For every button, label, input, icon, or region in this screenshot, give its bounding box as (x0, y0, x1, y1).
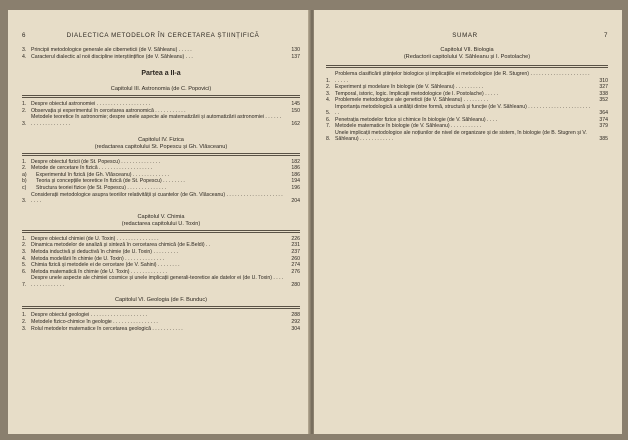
entry-text: Despre unele aspecte ale chimiei cosmice și unele implicații generali-teoretice ale datelor ei (de U. Toxin) . . . . . . . . . . . . . . . . (31, 275, 284, 288)
entry-number: 7. (326, 123, 331, 129)
entry-number: 7. (22, 281, 27, 288)
entry-text: Metodele teoretice în astronomie; despre unele aspecte ale matematizării și automatizării astronomiei . . . . . . . . . . . . . . . . . . . . (31, 114, 282, 127)
entry-number: 1. (22, 312, 27, 319)
toc-entry (22, 192, 300, 205)
entry-page: 196 (291, 184, 300, 191)
entry-text: Observația și experimentul în cercetarea astronomică . . . . . . . . . . . (31, 107, 186, 114)
entry-number: 2. (22, 107, 27, 114)
entry-number: 2. (22, 242, 27, 249)
toc-entry (22, 269, 300, 276)
entry-page: 150 (291, 107, 300, 114)
toc-entry (22, 236, 300, 243)
entry-number: 5. (22, 262, 27, 269)
toc-entry (22, 159, 300, 166)
toc-entry (22, 262, 300, 269)
entry-page: 374 (599, 116, 608, 123)
entry-text: Metodele fizico-chimice în geologie . . . . . . . . . . . . . . . . (31, 319, 158, 326)
toc-entry (326, 104, 608, 117)
toc-entry (22, 54, 300, 61)
entry-number: b) (22, 178, 27, 185)
toc-entry (22, 165, 300, 172)
entry-text: Metodele matematice în biologie (de V. Săhleanu) . . . . . . . . . . . (335, 123, 482, 129)
entry-number: 6. (326, 116, 331, 123)
entry-page: 276 (291, 268, 300, 275)
entry-text: Despre obiectul geologiei . . . . . . . . . . . . . . . . . . . . (31, 312, 147, 319)
entry-number: 8. (326, 136, 331, 142)
entry-page: 231 (291, 242, 300, 249)
entry-page: 352 (599, 97, 608, 103)
left-page-number: 6 (22, 32, 27, 39)
toc-entry (22, 185, 300, 192)
entry-text: Structura teoriei fizice (de St. Popescu) . . . . . . . . . . . . . . (36, 184, 167, 191)
right-page-number: 7 (603, 32, 608, 39)
entry-number: 1. (22, 101, 27, 108)
entry-text: Experimentul în fizică (de Gh. Vlăsceanu) . . . . . . . . . . . . . (36, 171, 169, 178)
entry-number: 5. (326, 110, 331, 116)
entry-number: 1. (22, 235, 27, 242)
toc-entry (22, 275, 300, 288)
chapter-editor: (redactarea capitolului U. Toxin) (121, 220, 201, 227)
entry-number: 3. (22, 47, 27, 53)
entry-text: Dinamica metodelor de analiză și sinteză în cercetarea chimică (de E.Beldi) . . (31, 242, 211, 249)
entry-page: 327 (599, 84, 608, 90)
entry-text: Despre obiectul astronomiei . . . . . . . . . . . . . . . . . . . (31, 101, 151, 108)
entry-number: 3. (22, 325, 27, 332)
left-chapters (22, 86, 300, 332)
entry-text: Principii metodologice generale ale ciberneticii (de V. Săhleanu) . . . . . (31, 47, 192, 53)
entry-page: 186 (291, 165, 300, 172)
chapter-title: Capitolul V. Chimia (137, 213, 185, 220)
entry-page: 364 (599, 110, 608, 116)
entry-page: 292 (291, 319, 300, 326)
part-title: Partea a II-a (141, 70, 181, 78)
entry-text: Metoda matematică în chimie (de U. Toxin) . . . . . . . . . . . . . (31, 268, 167, 275)
entry-page: 204 (291, 198, 300, 205)
left-running-title: DIALECTICA METODELOR ÎN CERCETAREA ȘTIINȚIFICĂ (66, 32, 260, 39)
toc-entry (22, 242, 300, 249)
entry-page: 260 (291, 255, 300, 262)
entry-number: c) (22, 184, 27, 191)
entry-page: 385 (599, 136, 608, 142)
entry-number: 2. (22, 319, 27, 326)
entry-page: 226 (291, 235, 300, 242)
entry-page: 310 (599, 77, 608, 84)
toc-entry (326, 71, 608, 84)
entry-number: 2. (326, 84, 331, 90)
chapter-title: Capitolul IV. Fizica (138, 136, 184, 143)
right-running-title: SUMAR (452, 32, 478, 39)
entry-text: Problema clasificării științelor biologice și implicațiile ei metodologice (de R. Stugren) . . . . . . . . . . . . . . . . . . . . . . . . . . (335, 71, 590, 84)
entry-page: 237 (291, 248, 300, 255)
left-page (8, 10, 310, 434)
toc-entry (22, 256, 300, 263)
entry-page: 288 (291, 312, 300, 319)
entry-page: 338 (599, 90, 608, 97)
toc-entry (22, 101, 300, 108)
toc-entry (22, 178, 300, 185)
toc-entry (22, 47, 300, 54)
chapter-title: Capitolul VII. Biologia (440, 47, 494, 53)
entry-page: 280 (291, 281, 300, 288)
entry-text: Chimia fizică și metodele ei de cercetare (de V. Sahini) . . . . . . . . (31, 262, 180, 269)
chapter-title: Capitolul VI. Geologia (de F. Bunduc) (114, 297, 208, 304)
entry-page: 145 (291, 101, 300, 108)
section-rule (22, 95, 300, 98)
entry-page: 162 (291, 120, 300, 127)
entry-text: Penetrația metodelor fizice și chimice în biologie (de V. Săhleanu) . . . . (335, 116, 498, 123)
entry-text: Teoria și concepțiile teoretice în fizică (de St. Popescu) . . . . . . . . (36, 178, 185, 185)
entry-text: Despre obiectul chimiei (de U. Toxin) . . . . . . . . . . . . . . . (31, 235, 159, 242)
right-page-header (326, 32, 608, 39)
entry-page: 186 (291, 171, 300, 178)
entry-number: 4. (22, 53, 27, 60)
entry-page: 274 (291, 262, 300, 269)
entry-text: Experiment și modelare în biologie (de V. Săhleanu) . . . . . . . . . . (335, 84, 484, 90)
toc-entry (22, 172, 300, 179)
entry-number: 6. (22, 268, 27, 275)
section-rule (22, 153, 300, 156)
section-rule (326, 65, 608, 68)
right-page (314, 10, 622, 434)
entry-number: 4. (22, 255, 27, 262)
entry-text: Unele implicații metodologice ale noțiunilor de nivel de organizare și de sistem, în biologie (de B. Stugren și V. Săhleanu) . . . . . . . . . . . . (335, 129, 587, 142)
section-rule (22, 230, 300, 233)
toc-entry (22, 326, 300, 333)
left-page-header (22, 32, 300, 39)
toc-entry (22, 108, 300, 115)
entry-number: 2. (22, 165, 27, 172)
entry-text: Problemele metodologice ale geneticii (de V. Săhleanu) . . . . . . . . . (335, 97, 489, 103)
entry-text: Metoda inductivă și deductivă în chimie (de U. Toxin) . . . . . . . . . (31, 248, 178, 255)
entry-page: 304 (291, 325, 300, 332)
entry-page: 379 (599, 123, 608, 129)
chapter-title: Capitolul III. Astronomia (de C. Popovici) (110, 86, 212, 93)
section-rule (22, 306, 300, 309)
chapter-editor: (Redactorii capitolului V. Săhleanu și I. Postolache) (403, 54, 531, 60)
entry-number: a) (22, 171, 27, 178)
entry-text: Importanța metodologică a unității dintre formă, structură și funcție (de V. Săhleanu) . . . . . . . . . . . . . . . . . . . . . . . . (335, 103, 591, 116)
toc-entry (326, 130, 608, 143)
entry-number: 3. (22, 248, 27, 255)
entry-text: Metode de cercetare în fizică . . . . . . . . . . . . . . . . . . . (31, 165, 153, 172)
entry-page: 182 (291, 158, 300, 165)
entry-text: Temporal, istoric, logic. Implicații metodologice (de I. Postolache) . . . . . (335, 90, 499, 97)
toc-entry (22, 319, 300, 326)
entry-text: Considerații metodologice asupra teoriilor relativității și cuantelor (de Gh. Vlăsceanu) . . . . . . . . . . . . . . . . . . . . . . . . (31, 191, 283, 205)
entry-text: Despre obiectul fizicii (de St. Popescu) . . . . . . . . . . . . . . (31, 158, 161, 165)
toc-entry (22, 312, 300, 319)
entry-page: 130 (291, 47, 300, 53)
entry-page: 194 (291, 178, 300, 185)
entry-text: Rolul metodelor matematice în cercetarea geologică . . . . . . . . . . . (31, 325, 183, 332)
entry-page: 137 (291, 53, 300, 60)
entry-number: 1. (326, 77, 331, 84)
entry-text: Metoda modelării în chimie (de U. Toxin) . . . . . . . . . . . . . . (31, 255, 165, 262)
entry-number: 3. (22, 198, 27, 205)
right-entries (326, 71, 608, 143)
entry-number: 1. (22, 158, 27, 165)
chapter-editor: (redactarea capitolului St. Popescu și Gh. Vlăsceanu) (94, 143, 228, 150)
left-top-entries (22, 47, 300, 60)
entry-number: 3. (22, 120, 27, 127)
entry-text: Caracterul dialectic al noii discipline interștiințifice (de V. Săhleanu) . . . (31, 53, 193, 60)
entry-number: 4. (326, 97, 331, 103)
entry-number: 3. (326, 90, 331, 97)
toc-entry (22, 114, 300, 127)
toc-entry (22, 249, 300, 256)
